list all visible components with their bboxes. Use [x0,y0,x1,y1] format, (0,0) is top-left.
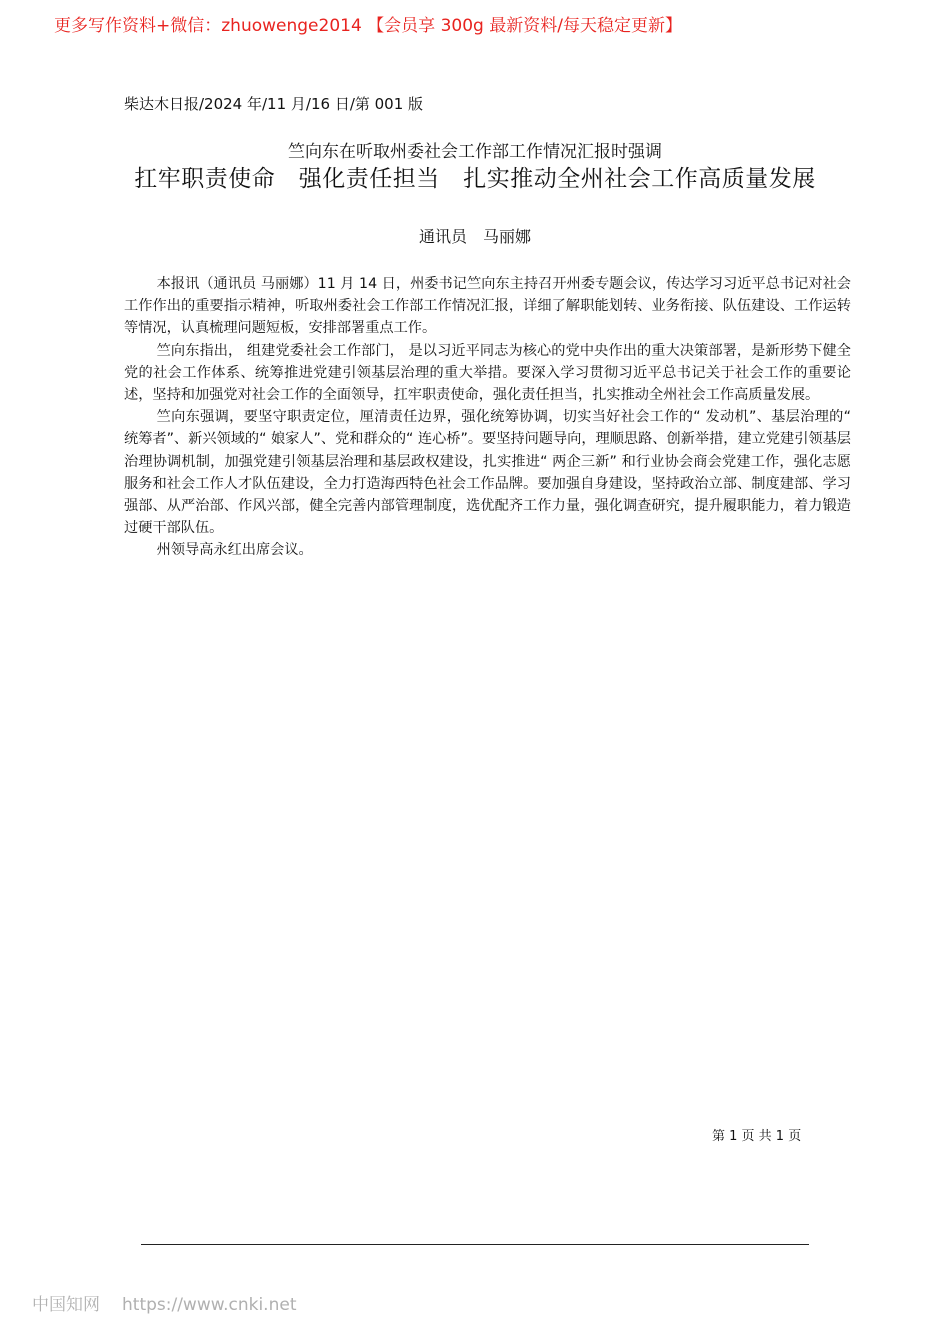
article-kicker: 竺向东在听取州委社会工作部工作情况汇报时强调 [288,142,662,162]
article-byline: 通讯员 马丽娜 [418,227,531,246]
page-number: 第 1 页 共 1 页 [712,1129,802,1144]
watermark-brand: 中国知网 [32,1295,100,1315]
promo-banner: 更多写作资料+微信：zhuowenge2014 【会员享 300g 最新资料/每天稳定更新】 [54,16,682,36]
article-headline: 扛牢职责使命 强化责任担当 扎实推动全州社会工作高质量发展 [134,166,816,192]
article-paragraph-instruction: 竺向东指出， 组建党委社会工作部门， 是以习近平同志为核心的党中央作出的重大决策部署，是新形势下健全党的社会工作体系、统筹推进党建引领基层治理的重大举措。要深入学习贯彻习近平总书记关于社会工作的重要论述，坚持和加强党对社会工作的全面领导，扛牢职责使命，强化责任担当，扎实推动全州社会工作高质量发展。 [124,342,851,404]
article-paragraph-emphasis: 竺向东强调，要坚守职责定位，厘清责任边界，强化统筹协调，切实当好社会工作的“ 发动机”、基层治理的“ 统筹者”、新兴领域的“ 娘家人”、党和群众的“ 连心桥”。要坚持问题导向，理顺思路、创新举措，建立党建引领基层治理协调机制，加强党建引领基层治理和基层政权建设，扎实推进“ 两企三新” 和行业协会商会党建工作，强化志愿服务和社会工作人才队伍建设，全力打造海西特色社会工作品牌。要加强自身建设，坚持政治立部、制度建部、学习强部、从严治部、作风兴部，健全完善内部管理制度，选优配齐工作力量，强化调查研究，提升履职能力，着力锻造过硬干部队伍。 [124,409,851,537]
article-paragraph-lead: 本报讯（通讯员 马丽娜）11 月 14 日，州委书记竺向东主持召开州委专题会议，传达学习习近平总书记对社会工作作出的重要指示精神，听取州委社会工作部工作情况汇报，详细了解职能划转、业务衔接、队伍建设、工作运转等情况，认真梳理问题短板，安排部署重点工作。 [124,276,851,337]
footer-divider [141,1244,809,1245]
dateline: 柴达木日报/2024 年/11 月/16 日/第 001 版 [124,95,424,113]
watermark-url: https://www.cnki.net [122,1295,297,1315]
article-paragraph-attendance: 州领导高永红出席会议。 [156,542,313,559]
cnki-watermark [32,1293,296,1317]
article-body [124,273,851,562]
